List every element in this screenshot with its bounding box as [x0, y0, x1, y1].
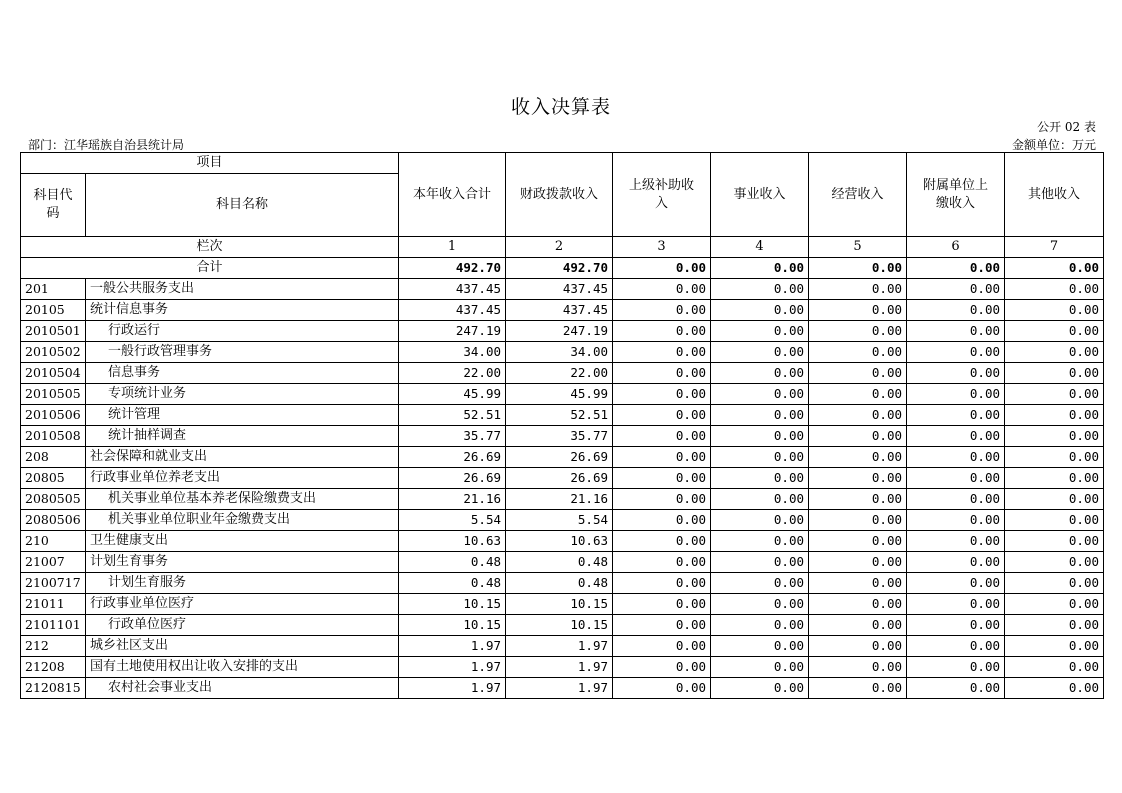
amount-cell: 0.00	[613, 615, 711, 636]
subject-code-cell: 2010505	[21, 384, 86, 405]
amount-cell: 247.19	[506, 321, 613, 342]
amount-cell: 0.48	[506, 552, 613, 573]
amount-cell: 0.00	[809, 300, 907, 321]
amount-cell: 0.00	[907, 279, 1005, 300]
amount-cell: 52.51	[506, 405, 613, 426]
amount-cell: 26.69	[399, 468, 506, 489]
amount-cell: 1.97	[506, 678, 613, 699]
subject-code-cell: 21011	[21, 594, 86, 615]
amount-cell: 437.45	[506, 279, 613, 300]
subject-code-cell: 208	[21, 447, 86, 468]
subject-name-cell: 农村社会事业支出	[86, 678, 399, 699]
amount-cell: 0.00	[1005, 489, 1104, 510]
amount-cell: 0.00	[711, 384, 809, 405]
amount-cell: 0.00	[907, 447, 1005, 468]
amount-cell: 0.00	[1005, 510, 1104, 531]
amount-cell: 45.99	[399, 384, 506, 405]
business-income-header: 事业收入	[711, 153, 809, 237]
amount-cell: 0.00	[809, 531, 907, 552]
amount-cell: 0.00	[613, 678, 711, 699]
amount-cell: 22.00	[506, 363, 613, 384]
amount-cell: 0.00	[613, 594, 711, 615]
amount-cell: 0.00	[1005, 405, 1104, 426]
subject-code-cell: 20805	[21, 468, 86, 489]
table-row	[21, 321, 1104, 342]
subject-name-cell: 统计信息事务	[86, 300, 399, 321]
amount-cell: 0.00	[711, 594, 809, 615]
amount-cell: 10.15	[399, 594, 506, 615]
amount-cell: 0.00	[1005, 279, 1104, 300]
subject-code-cell: 212	[21, 636, 86, 657]
table-row	[21, 468, 1104, 489]
amount-cell: 0.00	[809, 657, 907, 678]
amount-cell: 0.00	[1005, 426, 1104, 447]
column-index-cell: 4	[711, 237, 809, 258]
amount-unit-label: 金额单位：万元	[1011, 138, 1096, 152]
total-value: 0.00	[613, 258, 711, 279]
amount-cell: 0.00	[613, 510, 711, 531]
amount-cell: 0.00	[907, 321, 1005, 342]
table-row	[21, 678, 1104, 699]
amount-cell: 0.00	[809, 405, 907, 426]
amount-cell: 0.00	[1005, 531, 1104, 552]
subject-name-cell: 专项统计业务	[86, 384, 399, 405]
amount-cell: 437.45	[399, 279, 506, 300]
amount-cell: 0.00	[711, 657, 809, 678]
amount-cell: 0.00	[1005, 678, 1104, 699]
amount-cell: 34.00	[506, 342, 613, 363]
total-value: 492.70	[399, 258, 506, 279]
column-index-cell: 3	[613, 237, 711, 258]
subject-name-cell: 机关事业单位基本养老保险缴费支出	[86, 489, 399, 510]
amount-cell: 0.00	[613, 342, 711, 363]
amount-cell: 0.00	[613, 363, 711, 384]
amount-cell: 0.00	[613, 321, 711, 342]
amount-cell: 0.00	[613, 489, 711, 510]
amount-cell: 0.00	[613, 300, 711, 321]
amount-cell: 1.97	[399, 678, 506, 699]
amount-cell: 0.00	[907, 426, 1005, 447]
column-index-label: 栏次	[21, 237, 399, 258]
amount-cell: 0.00	[809, 636, 907, 657]
superior-subsidy-header: 上级补助收入	[613, 153, 711, 237]
amount-cell: 5.54	[399, 510, 506, 531]
form-number: 公开 02 表	[1037, 120, 1096, 134]
amount-cell: 26.69	[506, 447, 613, 468]
amount-cell: 0.00	[907, 573, 1005, 594]
amount-cell: 0.00	[907, 594, 1005, 615]
amount-cell: 1.97	[399, 636, 506, 657]
table-row	[21, 594, 1104, 615]
table-row	[21, 510, 1104, 531]
column-index-cell: 7	[1005, 237, 1104, 258]
amount-cell: 0.00	[711, 468, 809, 489]
amount-cell: 0.00	[809, 594, 907, 615]
total-income-header: 本年收入合计	[399, 153, 506, 237]
total-row	[21, 258, 1104, 279]
amount-cell: 0.00	[711, 636, 809, 657]
amount-cell: 0.00	[809, 468, 907, 489]
amount-cell: 0.00	[711, 510, 809, 531]
total-value: 492.70	[506, 258, 613, 279]
amount-cell: 0.00	[907, 678, 1005, 699]
amount-cell: 0.00	[1005, 615, 1104, 636]
amount-cell: 26.69	[506, 468, 613, 489]
amount-cell: 0.00	[711, 363, 809, 384]
subject-name-cell: 统计抽样调查	[86, 426, 399, 447]
amount-cell: 26.69	[399, 447, 506, 468]
amount-cell: 0.00	[809, 363, 907, 384]
table-row	[21, 384, 1104, 405]
amount-cell: 10.15	[506, 615, 613, 636]
table-row	[21, 300, 1104, 321]
subject-name-cell: 机关事业单位职业年金缴费支出	[86, 510, 399, 531]
subject-code-cell: 2100717	[21, 573, 86, 594]
subject-code-cell: 21208	[21, 657, 86, 678]
department-label: 部门：江华瑶族自治县统计局	[28, 138, 185, 152]
subject-name-cell: 计划生育事务	[86, 552, 399, 573]
subject-name-header: 科目名称	[86, 174, 399, 237]
table-row	[21, 531, 1104, 552]
amount-cell: 0.00	[907, 636, 1005, 657]
amount-cell: 0.00	[711, 447, 809, 468]
amount-cell: 0.00	[711, 300, 809, 321]
amount-cell: 0.00	[907, 300, 1005, 321]
amount-cell: 0.00	[907, 510, 1005, 531]
amount-cell: 0.00	[907, 468, 1005, 489]
subject-name-cell: 行政事业单位医疗	[86, 594, 399, 615]
subject-code-cell: 2101101	[21, 615, 86, 636]
amount-cell: 0.00	[907, 552, 1005, 573]
amount-cell: 0.00	[809, 447, 907, 468]
amount-cell: 0.00	[711, 573, 809, 594]
subject-code-cell: 2120815	[21, 678, 86, 699]
amount-cell: 0.00	[613, 552, 711, 573]
subject-code-cell: 2010508	[21, 426, 86, 447]
amount-cell: 0.00	[1005, 384, 1104, 405]
amount-cell: 35.77	[506, 426, 613, 447]
subject-code-cell: 2010502	[21, 342, 86, 363]
amount-cell: 0.00	[809, 678, 907, 699]
amount-cell: 0.00	[809, 426, 907, 447]
amount-cell: 0.00	[1005, 363, 1104, 384]
subject-name-cell: 国有土地使用权出让收入安排的支出	[86, 657, 399, 678]
amount-cell: 10.15	[506, 594, 613, 615]
income-statement-table	[20, 152, 1104, 699]
total-value: 0.00	[809, 258, 907, 279]
amount-cell: 0.00	[613, 426, 711, 447]
subject-code-cell: 2080506	[21, 510, 86, 531]
header-row-1	[21, 153, 1104, 174]
amount-cell: 0.00	[711, 552, 809, 573]
amount-cell: 0.00	[613, 636, 711, 657]
amount-cell: 0.00	[711, 615, 809, 636]
amount-cell: 0.00	[711, 489, 809, 510]
amount-cell: 247.19	[399, 321, 506, 342]
amount-cell: 0.00	[613, 468, 711, 489]
amount-cell: 0.00	[907, 489, 1005, 510]
amount-cell: 0.00	[711, 426, 809, 447]
table-row	[21, 447, 1104, 468]
amount-cell: 0.00	[613, 657, 711, 678]
subject-code-cell: 2010501	[21, 321, 86, 342]
table-row	[21, 552, 1104, 573]
amount-cell: 0.00	[613, 279, 711, 300]
amount-cell: 437.45	[506, 300, 613, 321]
subject-name-cell: 行政事业单位养老支出	[86, 468, 399, 489]
amount-cell: 0.00	[907, 363, 1005, 384]
amount-cell: 45.99	[506, 384, 613, 405]
amount-cell: 0.00	[1005, 573, 1104, 594]
amount-cell: 0.00	[1005, 321, 1104, 342]
amount-cell: 21.16	[506, 489, 613, 510]
subject-name-cell: 行政运行	[86, 321, 399, 342]
amount-cell: 0.00	[711, 321, 809, 342]
subject-name-cell: 城乡社区支出	[86, 636, 399, 657]
column-index-cell: 5	[809, 237, 907, 258]
amount-cell: 0.00	[809, 573, 907, 594]
amount-cell: 0.00	[809, 279, 907, 300]
subject-code-cell: 201	[21, 279, 86, 300]
subject-code-cell: 210	[21, 531, 86, 552]
amount-cell: 1.97	[506, 657, 613, 678]
subject-code-header: 科目代码	[21, 174, 86, 237]
amount-cell: 0.00	[809, 552, 907, 573]
subject-code-cell: 20105	[21, 300, 86, 321]
amount-cell: 1.97	[399, 657, 506, 678]
report-title: 收入决算表	[510, 96, 611, 118]
other-income-header: 其他收入	[1005, 153, 1104, 237]
subject-name-cell: 统计管理	[86, 405, 399, 426]
affiliated-unit-header: 附属单位上缴收入	[907, 153, 1005, 237]
amount-cell: 0.00	[1005, 342, 1104, 363]
amount-cell: 0.48	[399, 552, 506, 573]
amount-cell: 0.00	[613, 384, 711, 405]
total-label: 合计	[21, 258, 399, 279]
amount-cell: 437.45	[399, 300, 506, 321]
amount-cell: 0.00	[1005, 468, 1104, 489]
amount-cell: 0.00	[613, 447, 711, 468]
amount-cell: 0.00	[907, 342, 1005, 363]
subject-name-cell: 计划生育服务	[86, 573, 399, 594]
item-group-header: 项目	[21, 153, 399, 174]
amount-cell: 1.97	[506, 636, 613, 657]
table-row	[21, 279, 1104, 300]
column-index-cell: 6	[907, 237, 1005, 258]
table-row	[21, 657, 1104, 678]
table-row	[21, 363, 1104, 384]
amount-cell: 0.00	[1005, 552, 1104, 573]
amount-cell: 0.00	[711, 405, 809, 426]
subject-name-cell: 信息事务	[86, 363, 399, 384]
amount-cell: 0.00	[711, 678, 809, 699]
fiscal-appropriation-header: 财政拨款收入	[506, 153, 613, 237]
amount-cell: 0.00	[907, 405, 1005, 426]
amount-cell: 10.63	[399, 531, 506, 552]
amount-cell: 35.77	[399, 426, 506, 447]
amount-cell: 0.00	[613, 405, 711, 426]
amount-cell: 0.00	[809, 489, 907, 510]
table-row	[21, 489, 1104, 510]
amount-cell: 0.00	[809, 615, 907, 636]
amount-cell: 0.48	[399, 573, 506, 594]
amount-cell: 21.16	[399, 489, 506, 510]
amount-cell: 34.00	[399, 342, 506, 363]
subject-code-cell: 2080505	[21, 489, 86, 510]
amount-cell: 0.00	[907, 657, 1005, 678]
column-index-cell: 2	[506, 237, 613, 258]
amount-cell: 5.54	[506, 510, 613, 531]
amount-cell: 0.00	[1005, 594, 1104, 615]
operating-income-header: 经营收入	[809, 153, 907, 237]
column-index-row	[21, 237, 1104, 258]
amount-cell: 0.00	[907, 615, 1005, 636]
subject-name-cell: 卫生健康支出	[86, 531, 399, 552]
table-row	[21, 636, 1104, 657]
subject-name-cell: 一般公共服务支出	[86, 279, 399, 300]
amount-cell: 52.51	[399, 405, 506, 426]
subject-name-cell: 一般行政管理事务	[86, 342, 399, 363]
subject-code-cell: 2010506	[21, 405, 86, 426]
column-index-cell: 1	[399, 237, 506, 258]
amount-cell: 0.00	[711, 279, 809, 300]
amount-cell: 0.00	[1005, 447, 1104, 468]
amount-cell: 0.00	[711, 531, 809, 552]
amount-cell: 0.00	[809, 510, 907, 531]
total-value: 0.00	[711, 258, 809, 279]
subject-code-cell: 21007	[21, 552, 86, 573]
amount-cell: 0.00	[1005, 657, 1104, 678]
table-row	[21, 405, 1104, 426]
amount-cell: 0.00	[711, 342, 809, 363]
subject-name-cell: 社会保障和就业支出	[86, 447, 399, 468]
table-row	[21, 615, 1104, 636]
subject-name-cell: 行政单位医疗	[86, 615, 399, 636]
amount-cell: 0.00	[1005, 300, 1104, 321]
amount-cell: 0.00	[809, 342, 907, 363]
amount-cell: 0.00	[613, 531, 711, 552]
amount-cell: 0.00	[1005, 636, 1104, 657]
amount-cell: 22.00	[399, 363, 506, 384]
amount-cell: 10.15	[399, 615, 506, 636]
amount-cell: 0.00	[907, 531, 1005, 552]
table-row	[21, 342, 1104, 363]
total-value: 0.00	[1005, 258, 1104, 279]
amount-cell: 0.00	[809, 384, 907, 405]
amount-cell: 0.00	[613, 573, 711, 594]
amount-cell: 10.63	[506, 531, 613, 552]
amount-cell: 0.48	[506, 573, 613, 594]
total-value: 0.00	[907, 258, 1005, 279]
table-row	[21, 426, 1104, 447]
subject-code-cell: 2010504	[21, 363, 86, 384]
amount-cell: 0.00	[907, 384, 1005, 405]
amount-cell: 0.00	[809, 321, 907, 342]
table-row	[21, 573, 1104, 594]
